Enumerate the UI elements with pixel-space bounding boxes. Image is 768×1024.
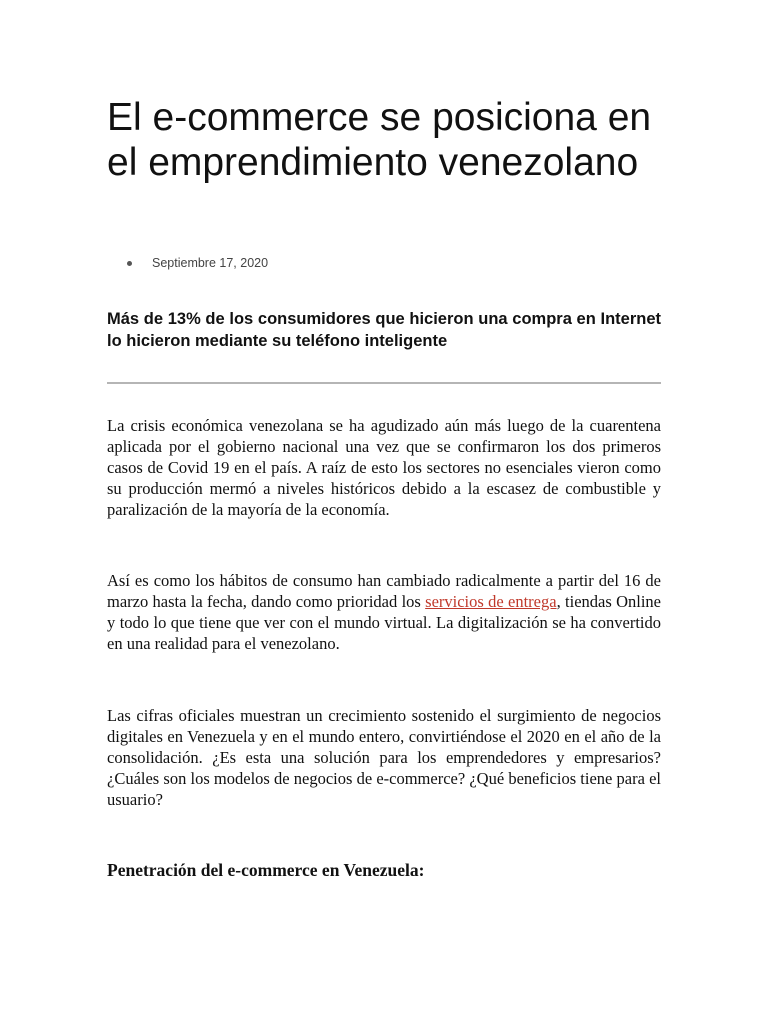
- paragraph-2: [107, 570, 661, 654]
- divider: [107, 382, 661, 384]
- paragraph-2-text-before: Así es como los hábitos de consumo han cambiado radicalmente a partir del 16 de marzo hasta la fecha, dando como prioridad los: [107, 571, 661, 611]
- paragraph-2-text-after: , tiendas Online y todo lo que tiene que ver con el mundo virtual. La digitalización se ha convertido en una realidad para el venezolano.: [107, 592, 661, 653]
- delivery-services-link[interactable]: servicios de entrega: [425, 592, 557, 611]
- section-heading: Penetración del e-commerce en Venezuela:: [107, 860, 425, 880]
- bullet-icon: [127, 261, 132, 266]
- article-subtitle: Más de 13% de los consumidores que hicieron una compra en Internet lo hicieron mediante su teléfono inteligente: [107, 310, 661, 350]
- article-meta: [127, 256, 268, 270]
- article-title: El e-commerce se posiciona en el emprendimiento venezolano: [107, 96, 652, 184]
- paragraph-3: Las cifras oficiales muestran un crecimiento sostenido el surgimiento de negocios digitales en Venezuela y en el mundo entero, convirtiéndose el 2020 en el año de la consolidación. ¿Es esta una solución para los emprendedores y empresarios? ¿Cuáles son los modelos de negocios de e-commerce? ¿Qué beneficios tiene para el usuario?: [107, 706, 661, 809]
- publish-date: Septiembre 17, 2020: [152, 256, 269, 270]
- paragraph-1: La crisis económica venezolana se ha agudizado aún más luego de la cuarentena aplicada por el gobierno nacional una vez que se confirmaron los dos primeros casos de Covid 19 en el país. A raíz de esto los sectores no esenciales vieron como su producción mermó a niveles históricos debido a la escasez de combustible y paralización de la mayoría de la economía.: [107, 416, 661, 519]
